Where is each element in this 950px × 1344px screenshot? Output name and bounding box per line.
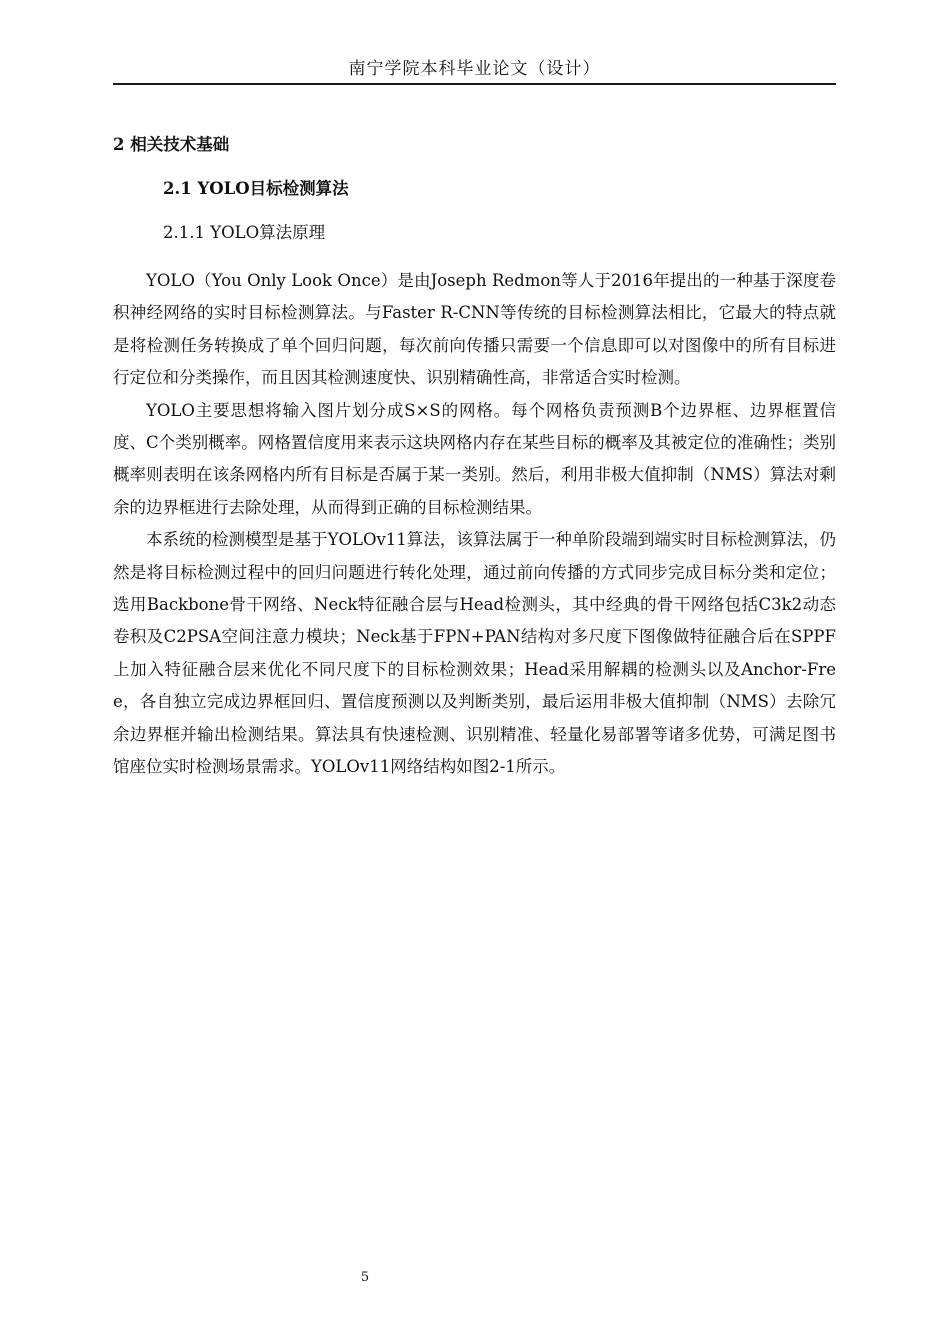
paragraph-yolo-intro: YOLO（You Only Look Once）是由Joseph Redmon等人于2016年提出的一种基于深度卷积神经网络的实时目标检测算法。与Faster R-CNN等传统的目标检测算法相比，它最大的特点就是将检测任务转换成了单个回归问题，每次前向传播只需要一个信息即可以对图像中的所有目标进行定位和分类操作，而且因其检测速度快、识别精确性高，非常适合实时检测。 bbox=[113, 271, 836, 388]
subsubsection-heading: 2.1.1 YOLO算法原理 bbox=[163, 223, 326, 242]
body-text bbox=[113, 265, 836, 784]
paragraph-yolo-grid: YOLO主要思想将输入图片划分成S×S的网格。每个网格负责预测B个边界框、边界框置信度、C个类别概率。网格置信度用来表示这块网格内存在某些目标的概率及其被定位的准确性；类别概率则表明在该条网格内所有目标是否属于某一类别。然后，利用非极大值抑制（NMS）算法对剩余的边界框进行去除处理，从而得到正确的目标检测结果。 bbox=[113, 400, 836, 517]
header-divider bbox=[113, 83, 836, 85]
subsection-heading: 2.1 YOLO目标检测算法 bbox=[163, 179, 349, 198]
paragraph-yolov11: 本系统的检测模型是基于YOLOv11算法，该算法属于一种单阶段端到端实时目标检测算法，仍然是将目标检测过程中的回归问题进行转化处理，通过前向传播的方式同步完成目标分类和定位；选用Backbone骨干网络、Neck特征融合层与Head检测头，其中经典的骨干网络包括C3k2动态卷积及C2PSA空间注意力模块；Neck基于FPN+PAN结构对多尺度下图像做特征融合后在SPPF上加入特征融合层来优化不同尺度下的目标检测效果；Head采用解耦的检测头以及Anchor-Free，各自独立完成边界框回归、置信度预测以及判断类别，最后运用非极大值抑制（NMS）去除冗余边界框并输出检测结果。算法具有快速检测、识别精准、轻量化易部署等诸多优势，可满足图书馆座位实时检测场景需求。YOLOv11网络结构如图2-1所示。 bbox=[113, 530, 836, 777]
running-header: 南宁学院本科毕业论文（设计） bbox=[348, 59, 601, 79]
page-number: 5 bbox=[360, 1270, 370, 1285]
section-heading: 2 相关技术基础 bbox=[113, 135, 230, 154]
